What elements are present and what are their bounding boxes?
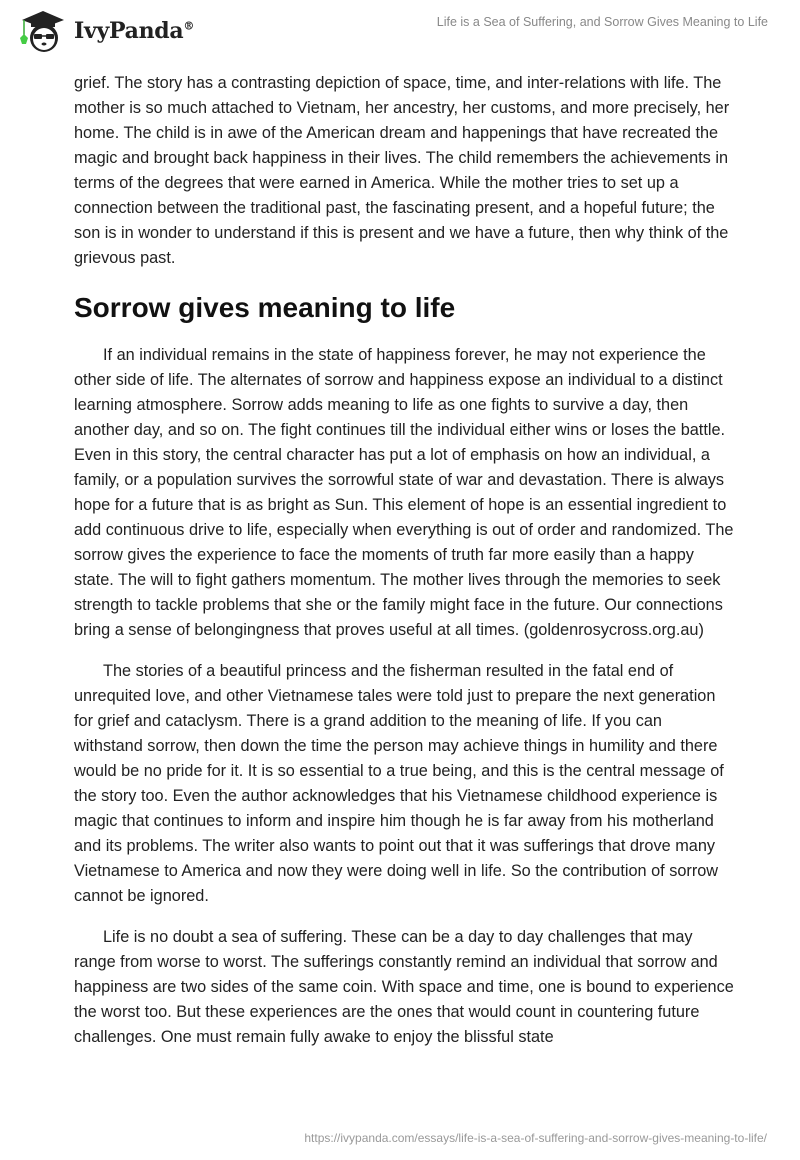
paragraph: If an individual remains in the state of happiness forever, he may not experience the other side of life. The alternates of sorrow and happiness expose an individual to a distinct learning atmosphere. Sorrow adds meaning to life as one fights to survive a day, then another day, and so on. The fight continues till the individual either wins or loses the battle. Even in this story, the central character has put a lot of emphasis on how an individual, a family, or a population survives the sorrowful state of war and devastation. There is always hope for a future that is as bright as Sun. This element of hope is an essential ingredient to add continuous drive to life, especially when everything is out of order and randomized. The sorrow gives the experience to face the moments of truth far more easily than a happy state. The will to fight gathers momentum. The mother lives through the memories to seek strength to tackle problems that she or the family might face in the future. Our connections bring a sense of belongingness that proves useful at all times. (goldenrosycross.org.au) (74, 346, 734, 639)
page-header (0, 0, 800, 60)
paragraph: grief. The story has a contrasting depiction of space, time, and inter-relations with life. The mother is so much attached to Vietnam, her ancestry, her customs, and more precisely, her home. The child is in awe of the American dream and happenings that have recreated the magic and brought back happiness in their lives. The child remembers the achievements in terms of the degrees that were earned in America. While the mother tries to set up a connection between the traditional past, the fascinating present, and a hopeful future; the son is in wonder to understand if this is present and we have a future, then why think of the grievous past. (74, 74, 730, 267)
section-heading: Sorrow gives meaning to life (74, 292, 456, 323)
essay-content (74, 71, 734, 1066)
ivypanda-logo[interactable] (18, 8, 194, 54)
registered-mark: ® (183, 19, 195, 33)
panda-graduate-icon (18, 8, 68, 54)
document-title: Life is a Sea of Suffering, and Sorrow Gives Meaning to Life (436, 15, 768, 29)
logo-text: IvyPanda (74, 18, 184, 44)
source-url: https://ivypanda.com/essays/life-is-a-sea-of-suffering-and-sorrow-gives-meaning-to-life/ (304, 1131, 767, 1145)
paragraph: Life is no doubt a sea of suffering. These can be a day to day challenges that may range from worse to worst. The sufferings constantly remind an individual that sorrow and happiness are two sides of the same coin. With space and time, one is bound to experience the worst too. But these experiences are the ones that would count in countering future challenges. One must remain fully awake to enjoy the blissful state (74, 928, 734, 1046)
paragraph: The stories of a beautiful princess and the fisherman resulted in the fatal end of unrequited love, and other Vietnamese tales were told just to prepare the next generation for grief and cataclysm. There is a grand addition to the meaning of life. If you can withstand sorrow, then down the time the person may achieve things in humility and there would be no pride for it. It is so essential to a true being, and this is the central message of the story too. Even the author acknowledges that his Vietnamese childhood experience is magic that continues to inform and inspire him though he is far away from his motherland and its problems. The writer also wants to point out that it was sufferings that drove many Vietnamese to America and now they were doing well in life. So the contribution of sorrow cannot be ignored. (74, 662, 724, 905)
